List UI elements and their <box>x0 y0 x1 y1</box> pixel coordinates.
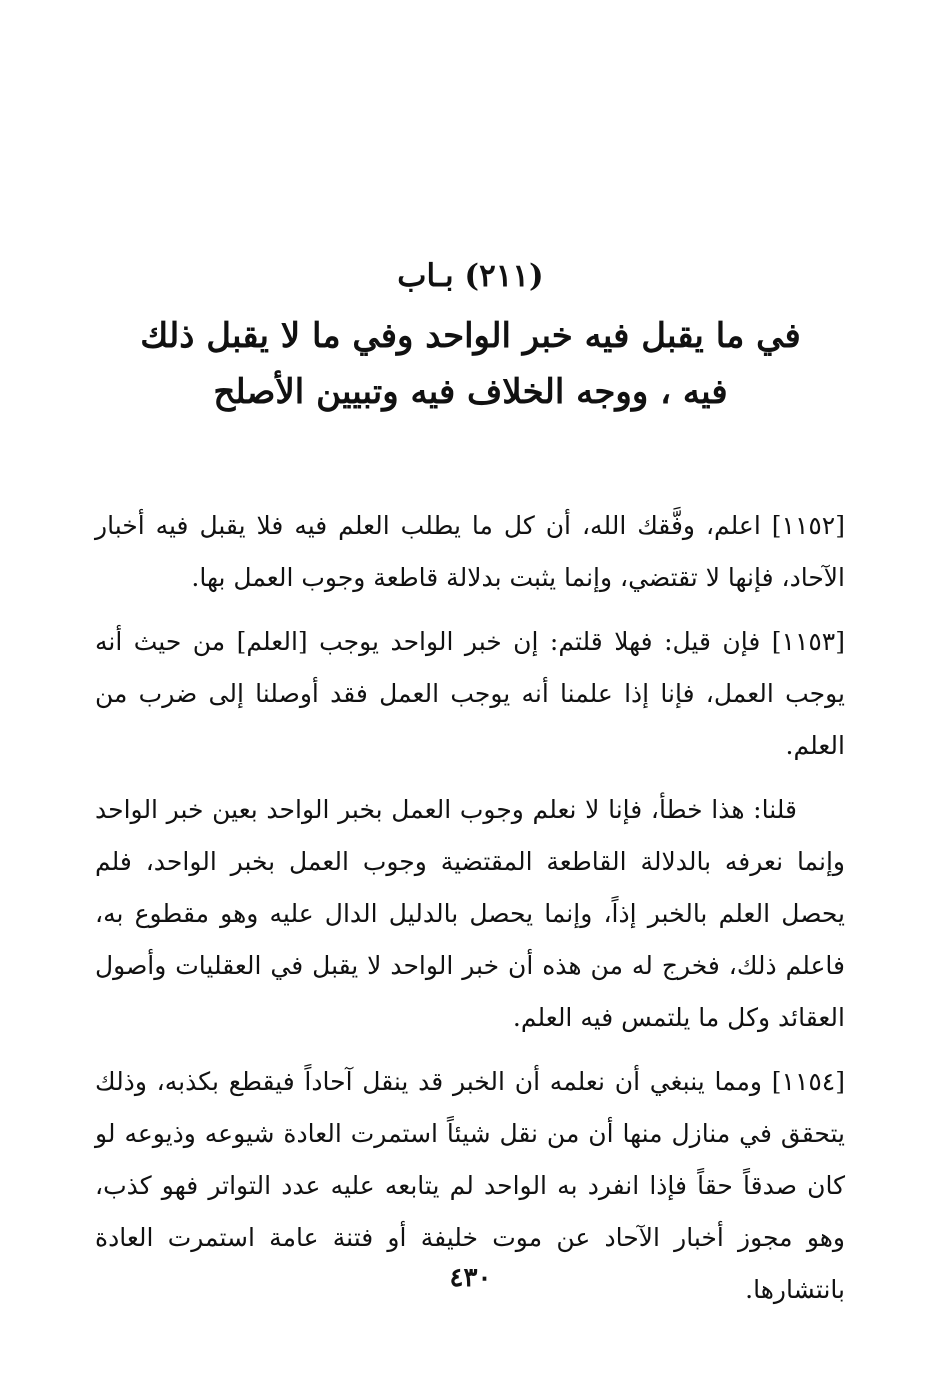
chapter-heading <box>0 250 941 420</box>
body-text <box>95 500 845 1328</box>
chapter-label: (٢١١) بـاب <box>397 258 544 294</box>
paragraph-1154: [١١٥٤] ومما ينبغي أن نعلمه أن الخبر قد ينقل آحاداً فيقطع بكذبه، وذلك يتحقق في منازل منها أن من نقل شيئاً استمرت العادة شيوعه وذيوعه لو كان صدقاً حقاً فإذا انفرد به الواحد لم يتابعه عليه عدد التواتر فهو كذب، وهو مجوز أخبار الآحاد عن موت خليفة أو فتنة عامة استمرت العادة بانتشارها. <box>95 1067 845 1304</box>
page-number: ٤٣٠ <box>449 1263 492 1293</box>
paragraph-1153: [١١٥٣] فإن قيل: فهلا قلتم: إن خبر الواحد يوجب [العلم] من حيث أنه يوجب العمل، فإنا إذا علمنا أنه يوجب العمل فقد أوصلنا إلى ضرب من العلم. <box>95 627 845 760</box>
paragraph-1152: [١١٥٢] اعلم، وفَّقك الله، أن كل ما يطلب العلم فيه فلا يقبل فيه أخبار الآحاد، فإنها لا تقتضي، وإنما يثبت بدلالة قاطعة وجوب العمل بها. <box>95 511 845 592</box>
chapter-title: في ما يقبل فيه خبر الواحد وفي ما لا يقبل ذلك فيه ، ووجه الخلاف فيه وتبيين الأصلح <box>140 316 801 412</box>
paragraph-reply: قلنا: هذا خطأ، فإنا لا نعلم وجوب العمل بخبر الواحد بعين خبر الواحد وإنما نعرفه بالدلالة القاطعة المقتضية وجوب العمل بخبر الواحد، فلم يحصل العلم بالخبر إذاً، وإنما يحصل بالدليل الدال عليه وهو مقطوع به، فاعلم ذلك، فخرج له من هذه أن خبر الواحد لا يقبل في العقليات وأصول العقائد وكل ما يلتمس فيه العلم. <box>95 795 845 1032</box>
